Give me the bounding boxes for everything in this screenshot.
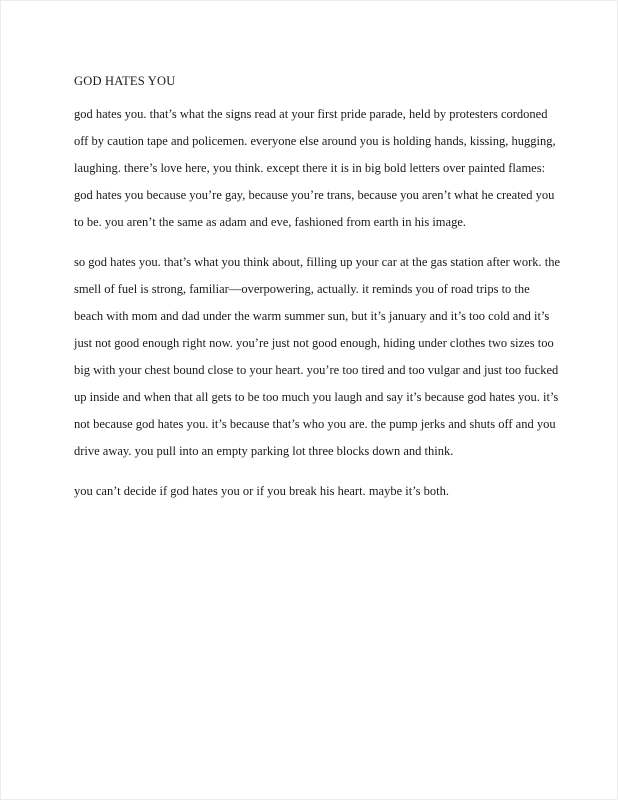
document-title: GOD HATES YOU bbox=[74, 74, 176, 88]
paragraph-3 bbox=[74, 478, 544, 505]
paragraph-2-line: big with your chest bound close to your heart. you’re too tired and too vulgar and just too fucked bbox=[74, 363, 559, 377]
paragraph-2-line: beach with mom and dad under the warm summer sun, but it’s january and it’s too cold and it’s bbox=[74, 309, 550, 323]
paragraph-1-line: god hates you because you’re gay, because you’re trans, because you aren’t what he created you bbox=[74, 188, 555, 202]
paragraph-2-line: drive away. you pull into an empty parking lot three blocks down and think. bbox=[74, 444, 454, 458]
paragraph-2-line: not because god hates you. it’s because that’s who you are. the pump jerks and shuts off and you bbox=[74, 417, 556, 431]
paragraph-2-line: up inside and when that all gets to be too much you laugh and say it’s because god hates you. it’s bbox=[74, 390, 559, 404]
paragraph-3-line: you can’t decide if god hates you or if you break his heart. maybe it’s both. bbox=[74, 484, 450, 498]
paragraph-1-line: off by caution tape and policemen. everyone else around you is holding hands, kissing, hugging, bbox=[74, 134, 556, 148]
paragraph-1 bbox=[74, 101, 556, 236]
paragraph-2-line: so god hates you. that’s what you think about, filling up your car at the gas station after work. the bbox=[74, 255, 561, 269]
paragraph-1-line: to be. you aren’t the same as adam and eve, fashioned from earth in his image. bbox=[74, 215, 466, 229]
paragraph-2 bbox=[74, 249, 561, 465]
paragraph-1-line: laughing. there’s love here, you think. except there it is in big bold letters over painted flames: bbox=[74, 161, 546, 175]
paragraph-2-line: smell of fuel is strong, familiar—overpowering, actually. it reminds you of road trips to the bbox=[74, 282, 530, 296]
paragraph-1-line: god hates you. that’s what the signs read at your first pride parade, held by protesters cordoned bbox=[74, 107, 548, 121]
paragraph-2-line: just not good enough right now. you’re just not good enough, hiding under clothes two sizes too bbox=[74, 336, 554, 350]
